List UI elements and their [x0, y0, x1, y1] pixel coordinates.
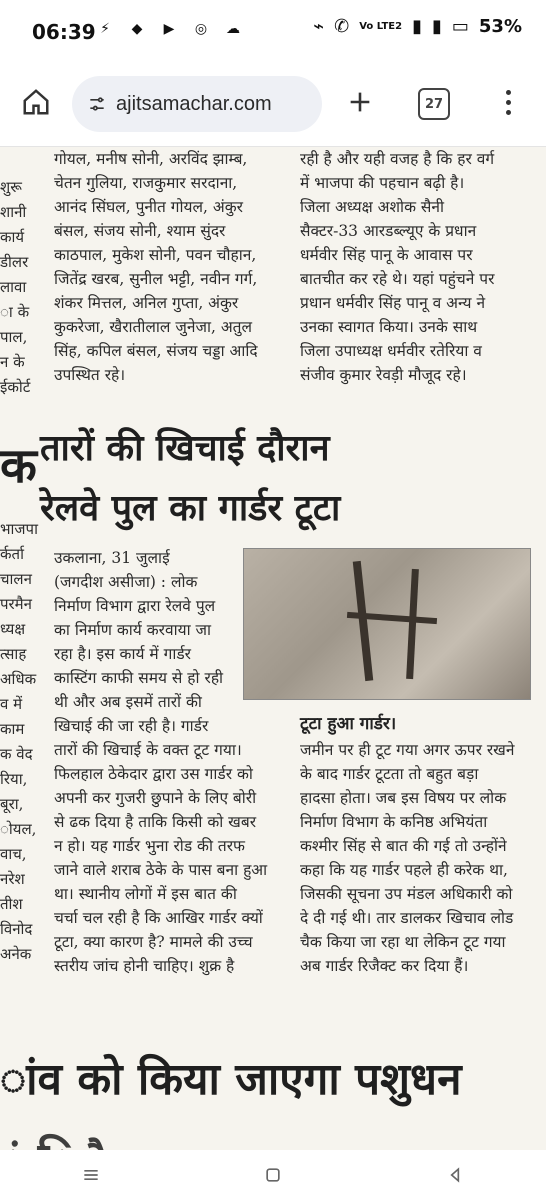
signal-icon-2: ▮: [431, 16, 442, 37]
article-line: जिला अध्यक्ष अशोक सैनी: [300, 198, 444, 216]
left-edge-text: व में: [0, 695, 23, 713]
article-line: बंसल, संजय सोनी, श्याम सुंदर: [54, 222, 226, 240]
article-line: चैक किया जा रहा था लेकिन टूट गया: [300, 933, 506, 951]
article-line: सैक्टर-33 आरडब्ल्यूए के प्रधान: [300, 222, 477, 240]
battery-icon: ▭: [451, 16, 469, 37]
status-bar: [0, 0, 546, 64]
article-line: स्तरीय जांच होनी चाहिए। शुक्र है: [54, 957, 235, 975]
left-edge-text: भाजपा: [0, 520, 38, 538]
newspaper-page[interactable]: [0, 147, 546, 1150]
article-line: तारों की खिचाई के वक्त टूट गया।: [54, 741, 242, 759]
left-edge-text: शानी: [0, 203, 27, 221]
article-line: हादसा होता। जब इस विषय पर लोक: [300, 789, 507, 807]
article-line: कहा कि यह गार्डर पहले ही करेक था,: [300, 861, 508, 879]
article-line: संजीव कुमार रेवड़ी मौजूद रहे।: [300, 366, 467, 384]
article-col-b-top: [300, 147, 528, 387]
home-nav-button[interactable]: [253, 1155, 293, 1195]
flash-icon: ⚡: [100, 21, 110, 37]
article-line: जमीन पर ही टूट गया अगर ऊपर रखने: [300, 741, 515, 759]
menu-dot: [506, 90, 511, 95]
article-col-a-mid-upper: [54, 546, 236, 738]
cloud-icon: ☁: [226, 21, 240, 37]
article-line: रहा है। इस कार्य में गार्डर: [54, 645, 191, 663]
article-line: काठपाल, मुकेश सोनी, पवन चौहान,: [54, 246, 257, 264]
article-line: में भाजपा की पहचान बढ़ी है।: [300, 174, 465, 192]
browser-toolbar: [0, 64, 546, 147]
left-edge-text: रिया,: [0, 770, 28, 788]
youtube-icon: ▶: [163, 21, 175, 37]
article-line: गोयल, मनीष सोनी, अरविंद झाम्ब,: [54, 150, 248, 168]
article-line: चर्चा चल रही है कि आखिर गार्डर क्यों: [54, 909, 263, 927]
left-edge-text: शुरू: [0, 178, 22, 196]
left-edge-text: तीश: [0, 895, 23, 913]
back-button[interactable]: [435, 1155, 475, 1195]
article-line: अब गार्डर रिजैक्ट कर दिया हैं।: [300, 957, 469, 975]
plus-icon: [346, 88, 374, 116]
left-edge-text: ोयल,: [0, 820, 37, 838]
article-line: सिंह, कपिल बंसल, संजय चड्डा आदि: [54, 342, 258, 360]
photo-rebar: [406, 569, 419, 679]
left-edge-text: लावा: [0, 278, 27, 296]
left-edge-text: काम: [0, 720, 25, 738]
article-line: उनका स्वागत किया। उनके साथ: [300, 318, 478, 336]
article-line: टूटा, क्या कारण है? मामले की उच्च: [54, 933, 253, 951]
article-line: से ढक दिया है ताकि किसी को खबर: [54, 813, 257, 831]
article-line: कुकरेजा, खैरातीलाल जुनेजा, अतुल: [54, 318, 253, 336]
article-line: का निर्माण कार्य करवाया जा: [54, 621, 212, 639]
left-edge-text: न के: [0, 353, 25, 371]
left-edge-text: अनेक: [0, 945, 32, 963]
article-line: न हो। यह गार्डर भुना रोड की तरफ: [54, 837, 246, 855]
article-line: के बाद गार्डर टूटता तो बहुत बड़ा: [300, 765, 479, 783]
call-icon: ✆: [334, 16, 350, 37]
bottom-headline: ांव को किया जाएगा पशुधन: [0, 1054, 462, 1105]
left-edge-column: [0, 147, 38, 1150]
article-line: कश्मीर सिंह से बात की गई तो उन्होंने: [300, 837, 507, 855]
article-line: अपनी कर गुजरी छुपाने के लिए बोरी: [54, 789, 257, 807]
chrome-icon: ◎: [194, 21, 208, 37]
left-edge-text: र्कर्ता: [0, 545, 24, 563]
article-line: प्रधान धर्मवीर सिंह पानू व अन्य ने: [300, 294, 486, 312]
left-edge-text: परमैन: [0, 595, 32, 613]
left-edge-text: ईकोर्ट: [0, 378, 31, 396]
status-left-icons: [96, 20, 242, 38]
photo-rebar: [353, 561, 373, 681]
article-col-b-mid: [300, 738, 528, 978]
article-line: था। स्थानीय लोगों में इस बात की: [54, 885, 237, 903]
article-line: निर्माण विभाग के कनिष्ठ अभियंता: [300, 813, 488, 831]
article-line: कास्टिंग काफी समय से हो रही: [54, 669, 224, 687]
left-edge-text: पाल,: [0, 328, 28, 346]
back-triangle-icon: [445, 1165, 465, 1185]
article-line: शंकर मित्तल, अनिल गुप्ता, अंकुर: [54, 294, 239, 312]
status-right: [313, 16, 522, 37]
home-icon: [21, 87, 51, 117]
article-line: रही है और यही वजह है कि हर वर्ग: [300, 150, 495, 168]
article-line: उकलाना, 31 जुलाई: [54, 549, 170, 567]
article-line: जिला उपाध्यक्ष धर्मवीर रतेरिया व: [300, 342, 482, 360]
wifi-icon: ⌁: [313, 16, 325, 37]
article-line: फिलहाल ठेकेदार द्वारा उस गार्डर को: [54, 765, 253, 783]
article-line: खिचाई की जा रही है। गार्डर: [54, 717, 209, 735]
menu-button[interactable]: [496, 82, 520, 122]
article-line: बातचीत कर रहे थे। यहां पहुंचने पर: [300, 270, 495, 288]
home-square-icon: [263, 1165, 283, 1185]
menu-dot: [506, 110, 511, 115]
article-line: जिसकी सूचना उप मंडल अधिकारी को: [300, 885, 513, 903]
tab-switcher[interactable]: 27: [418, 88, 450, 120]
signal-icon: ▮: [412, 16, 422, 37]
battery-percent: 53%: [478, 16, 522, 37]
home-button[interactable]: [16, 82, 56, 122]
article-line: उपस्थित रहे।: [54, 366, 126, 384]
headline-line-1: तारों की खिचाई दौरान: [40, 428, 330, 469]
article-line: दे दी गई थी। तार डालकर खिचाव लोड: [300, 909, 514, 927]
network-label: Vo LTE2: [359, 20, 403, 32]
recent-apps-button[interactable]: [71, 1155, 111, 1195]
article-line: चेतन गुलिया, राजकुमार सरदाना,: [54, 174, 238, 192]
left-edge-text: अधिक: [0, 670, 37, 688]
left-edge-text: विनोद: [0, 920, 33, 938]
left-edge-text: ा के: [0, 303, 30, 321]
girder-photo: [243, 548, 531, 700]
article-line: जाने वाले शराब ठेके के पास बना हुआ: [54, 861, 268, 879]
new-tab-button[interactable]: [340, 82, 380, 122]
article-line: निर्माण विभाग द्वारा रेलवे पुल: [54, 597, 216, 615]
article-line: थी और अब इसमें तारों की: [54, 693, 202, 711]
menu-lines-icon: [81, 1165, 101, 1185]
left-edge-text: चालन: [0, 570, 32, 588]
photo-caption: टूटा हुआ गार्डर।: [300, 714, 397, 734]
site-settings-icon[interactable]: [84, 91, 110, 117]
left-big-headline-fragment: क: [0, 438, 37, 494]
article-col-a-mid-lower: [54, 738, 286, 978]
left-edge-text: नरेश: [0, 870, 25, 888]
address-bar[interactable]: [72, 76, 322, 132]
left-edge-text: बूरा,: [0, 795, 24, 813]
left-edge-text: क वेद: [0, 745, 33, 763]
article-line: धर्मवीर सिंह पानू के आवास पर: [300, 246, 473, 264]
article-col-a-top: [54, 147, 286, 387]
menu-dot: [506, 100, 511, 105]
status-time: 06:39: [32, 20, 96, 44]
headline-line-2: रेलवे पुल का गार्डर टूटा: [40, 488, 341, 529]
system-navigation-bar: [0, 1150, 546, 1200]
left-edge-text: ध्यक्ष: [0, 620, 26, 638]
url-text[interactable]: ajitsamachar.com: [116, 92, 272, 115]
article-line: आनंद सिंघल, पुनीत गोयल, अंकुर: [54, 198, 243, 216]
left-edge-text: वाच,: [0, 845, 27, 863]
article-line: जितेंद्र खरब, सुनील भट्टी, नवीन गर्ग,: [54, 270, 258, 288]
left-edge-text: कार्य: [0, 228, 25, 246]
left-edge-text: त्साह: [0, 645, 27, 663]
article-line: (जगदीश असीजा) : लोक: [54, 573, 198, 591]
left-edge-text: डीलर: [0, 253, 29, 271]
app-icon: ◆: [131, 21, 143, 37]
